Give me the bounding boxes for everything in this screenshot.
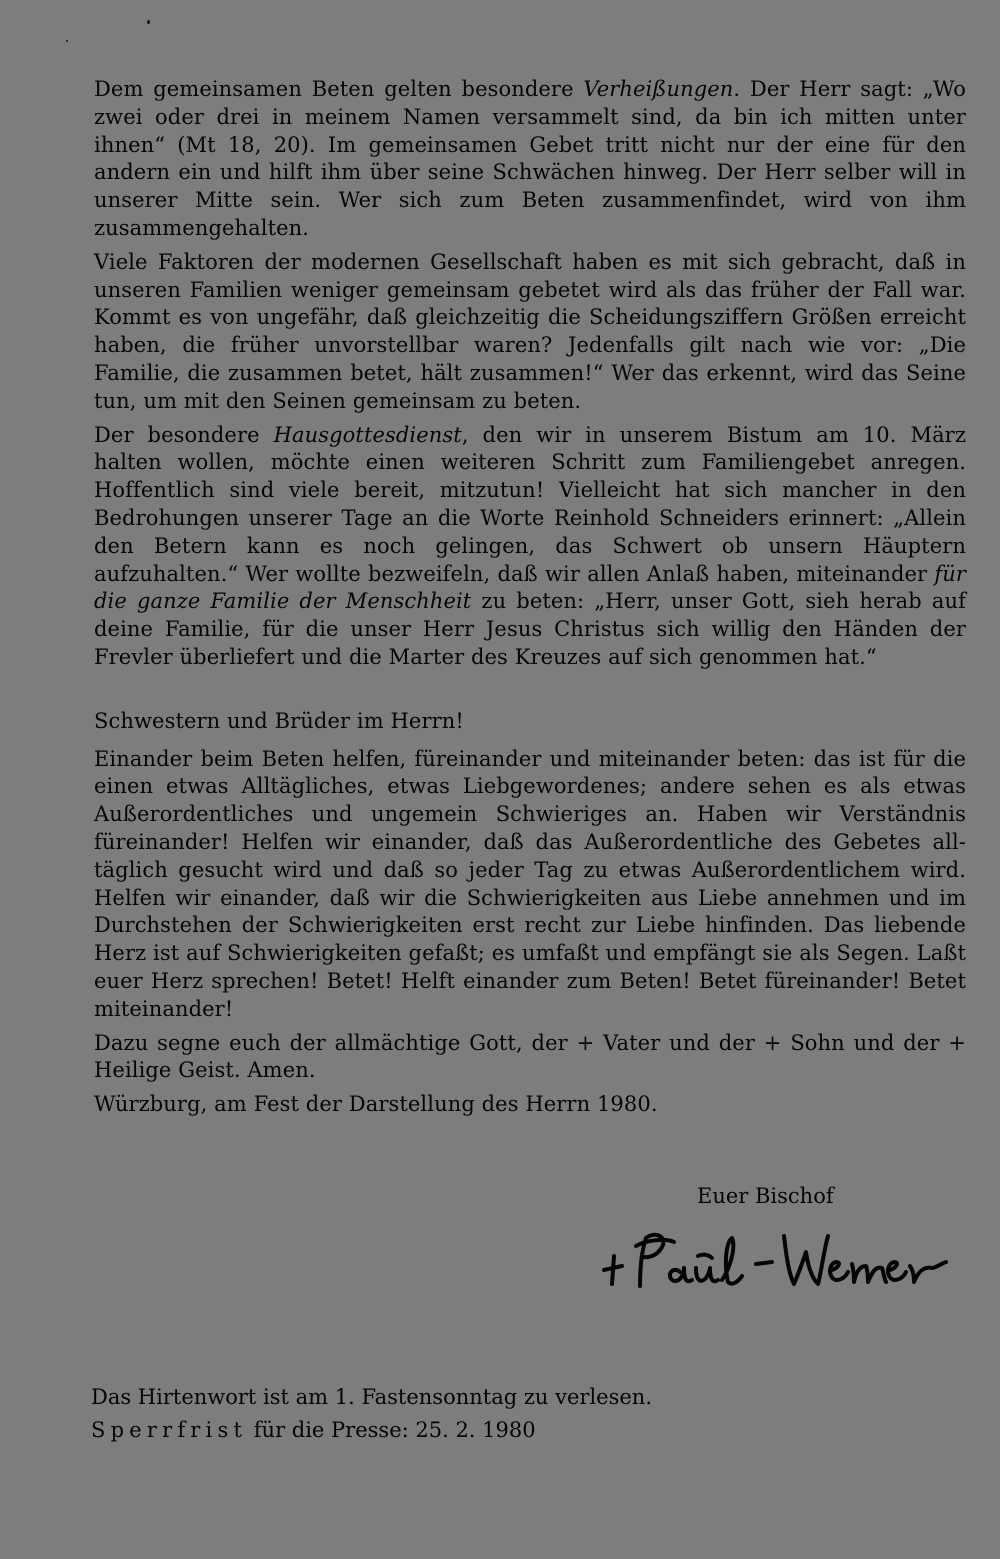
dateline: Würzburg, am Fest der Darstellung des Herrn 1980. bbox=[94, 1092, 658, 1117]
letter-body bbox=[94, 76, 966, 1125]
emphasized-text: Verheißungen bbox=[583, 77, 734, 101]
embargo-text: für die Presse: 25. 2. 1980 bbox=[253, 1418, 536, 1442]
blessing-paragraph: Dazu segne euch der allmächtige Gott, der + Vater und der + Sohn und der + Heilige Geist. Amen. bbox=[94, 1030, 966, 1083]
paragraph-text: Viele Faktoren der modernen Gesellschaft haben es mit sich gebracht, daß in unseren Familien weniger gemeinsam gebetet wird als das früher der Fall war. Kommt es von ungefähr, daß gleichzeitig die Scheidungsziffern Größen erreicht haben, die früher unvorstellbar waren? Jedenfalls gilt nach wie vor: „Die Familie, die zusammen betet, hält zusammen!“ Wer das erkennt, wird das Seine tun, um mit den Seinen gemeinsam zu beten. bbox=[94, 249, 966, 413]
paragraph-text: , den wir in unserem Bistum am 10. März halten wollen, möchte einen weiteren Schritt zum Familiengebet anregen. Hoffentlich sind viele bereit, mitzutun! Vielleicht hat sich mancher in den Bedrohungen unserer Tage an die Worte Reinhold Schneiders erinnert: „Allein den Betern kann es noch gelingen, das Schwert ob unsern Häuptern aufzuhalten.“ Wer wollte bezweifeln, daß wir allen Anlaß haben, miteinander bbox=[94, 422, 966, 586]
paragraph-text: . Der Herr sagt: „Wo zwei oder drei in meinem Namen versammelt sind, da bin ich mitten unter ihnen“ (Mt 18, 20). Im gemeinsamen Gebet tritt nicht nur der eine für den andern ein und hilft ihm über seine Schwächen hinweg. Der Herr selber will in unserer Mitte sein. Wer sich zum Beten zusammenfindet, wird von ihm zusammengehalten. bbox=[94, 77, 967, 240]
paragraph-text: Dem gemeinsamen Beten gelten besondere bbox=[94, 77, 584, 101]
hausgottesdienst-paragraph bbox=[94, 422, 966, 672]
reading-notice bbox=[91, 1381, 652, 1447]
embargo-label: Sperrfrist bbox=[91, 1418, 248, 1442]
embargo-line bbox=[91, 1414, 652, 1447]
closing-line: Euer Bischof bbox=[697, 1184, 834, 1208]
scan-speck bbox=[147, 20, 150, 24]
promise-paragraph bbox=[94, 76, 966, 243]
society-paragraph bbox=[94, 249, 966, 416]
paragraph-text: Der besondere bbox=[94, 422, 274, 447]
emphasized-text: für die ganze Familie der Menschheit bbox=[94, 561, 966, 614]
emphasized-text: Hausgottesdienst bbox=[273, 422, 462, 447]
reading-instruction: Das Hirtenwort ist am 1. Fastensonntag zu verlesen. bbox=[91, 1385, 652, 1409]
salutation: Schwestern und Brüder im Herrn! bbox=[94, 708, 464, 733]
paragraph-text: zu beten: „Herr, unser Gott, sieh herab auf deine Familie, für die unser Herr Jesus Christus sich willig den Händen der Frevler überliefert und die Marter des Kreuzes auf sich genommen hat.“ bbox=[94, 589, 966, 669]
paragraph-group bbox=[94, 76, 966, 672]
appeal-paragraph: Einander beim Beten helfen, füreinander und miteinander beten: das ist für die einen etwas Alltägliches, etwas Liebgewordenes; andere sehen es als etwas Außerordentliches und ungemein Schwieriges an. Haben wir Verständnis füreinander! Helfen wir einander, daß das Außerordentliche des Gebetes all-täglich gesucht wird und daß so jeder Tag zu etwas Außerordentlichem wird. Helfen wir einander, daß wir die Schwierigkeiten aus Liebe annehmen und im Durchstehen der Schwierigkeiten erst recht zur Liebe hinfinden. Das liebende Herz ist auf Schwierigkeiten gefaßt; es umfaßt und empfängt sie als Segen. Laßt euer Herz sprechen! Betet! Helft einander zum Beten! Betet füreinander! Betet miteinander! bbox=[94, 746, 966, 1021]
signature-graphic bbox=[596, 1228, 956, 1296]
signature bbox=[596, 1228, 956, 1296]
scan-speck bbox=[66, 40, 68, 42]
